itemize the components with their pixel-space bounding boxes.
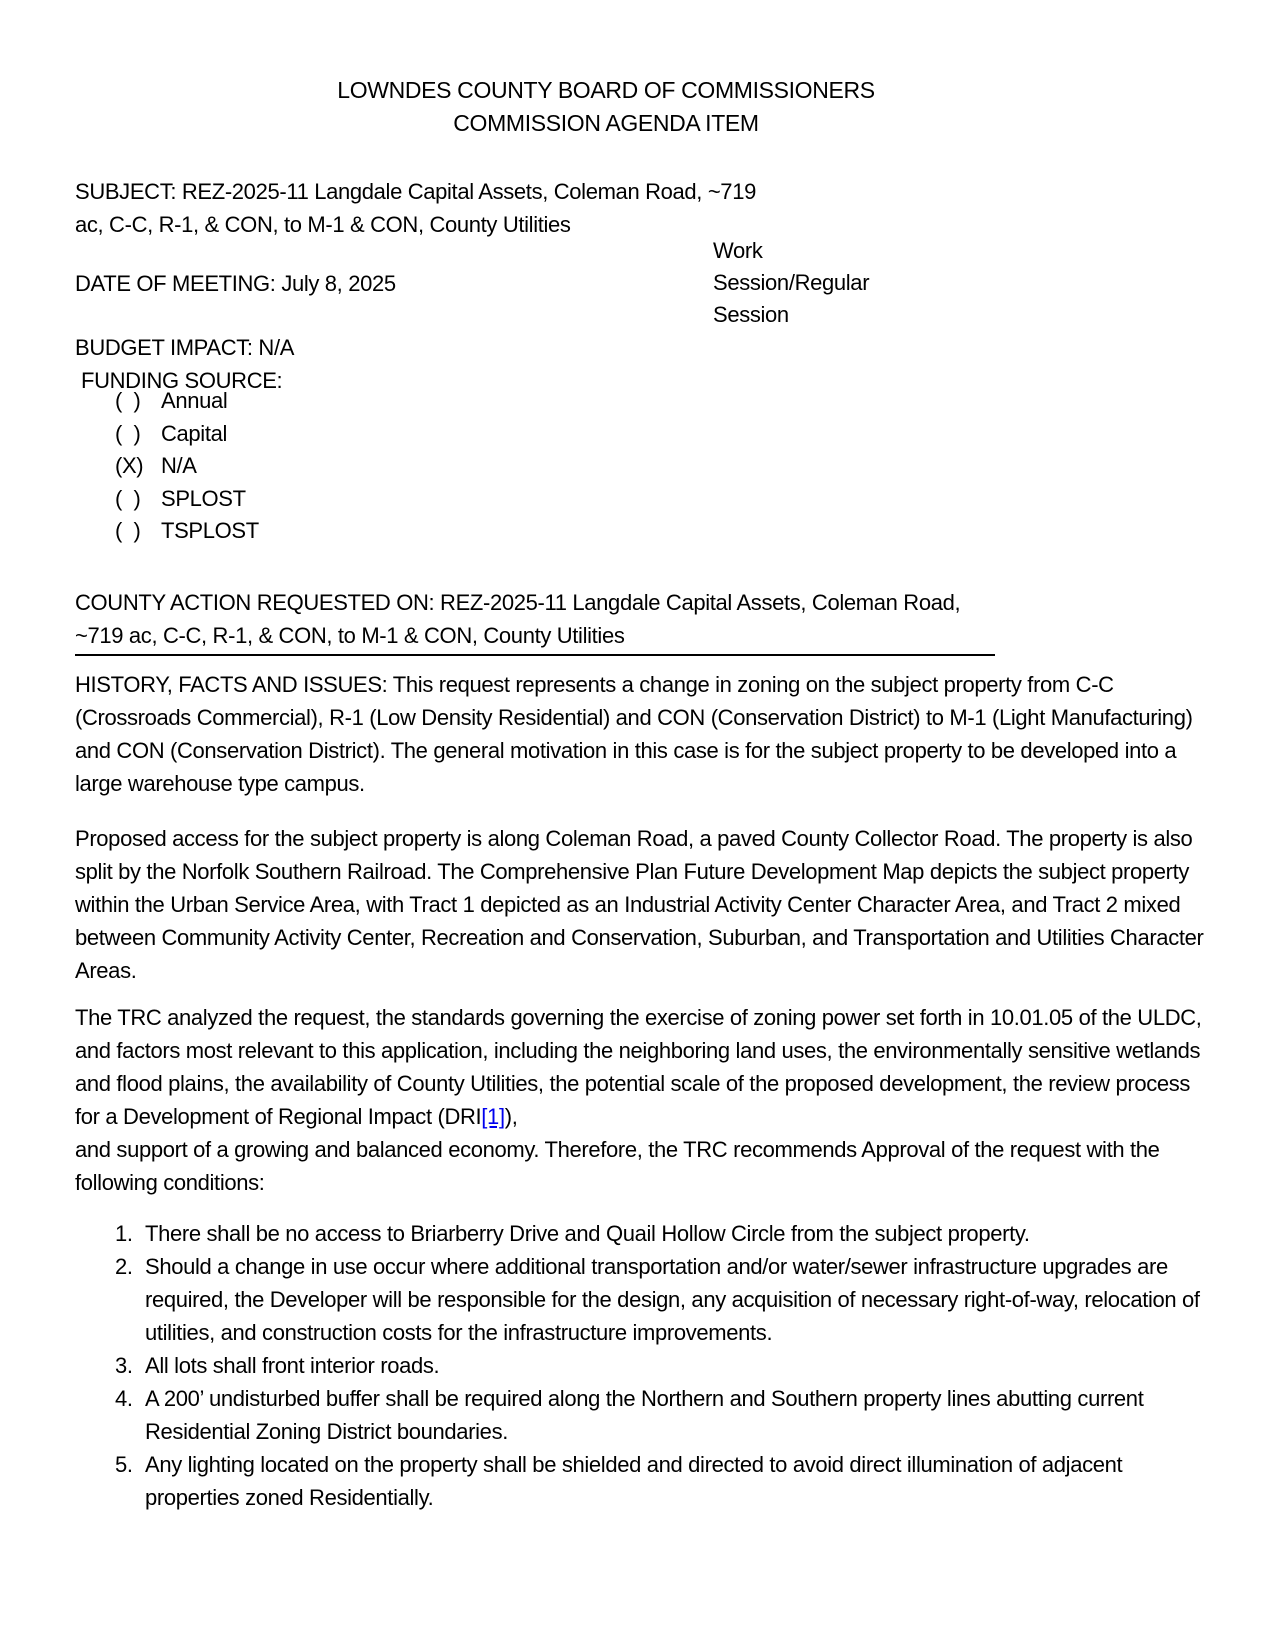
funding-option-row — [115, 450, 1205, 483]
checkbox-mark: ( ) — [115, 485, 141, 511]
history-paragraph: HISTORY, FACTS AND ISSUES: This request represents a change in zoning on the subject property from C-C (Crossroads Commercial), R-1 (Low Density Residential) and CON (Conservation District) to M-1 (Light Manufacturing) and CON (Conservation District). The general motivation in this case is for the subject property to be developed into a large warehouse type campus. — [75, 671, 1193, 796]
funding-option-label: Capital — [161, 420, 228, 446]
condition-text: All lots shall front interior roads. — [145, 1352, 440, 1378]
conditions-list — [75, 1217, 1205, 1514]
trc-text-after-link: ), — [504, 1103, 518, 1129]
subject-text: SUBJECT: REZ-2025-11 Langdale Capital Assets, Coleman Road, ~719 ac, C-C, R-1, & CON, to M-1 & CON, County Utilities — [75, 179, 756, 237]
funding-option-label: Annual — [161, 388, 228, 413]
condition-text: There shall be no access to Briarberry Drive and Quail Hollow Circle from the subject property. — [145, 1220, 1030, 1246]
section-divider — [75, 654, 995, 656]
funding-option-row — [115, 515, 1205, 548]
funding-option-label: N/A — [161, 453, 197, 478]
document-title — [75, 74, 1137, 140]
condition-text: Should a change in use occur where additional transportation and/or water/sewer infrastructure upgrades are required, the Developer will be responsible for the design, any acquisition of necessary right-of-way, relocation of utilities, and construction costs for the infrastructure improvements. — [145, 1253, 1200, 1345]
condition-number: 3. — [115, 1352, 133, 1378]
county-action-text: COUNTY ACTION REQUESTED ON: REZ-2025-11 Langdale Capital Assets, Coleman Road, ~719 ac, C-C, R-1, & CON, to M-1 & CON, County Utilities — [75, 589, 961, 648]
condition-item — [115, 1349, 1205, 1382]
condition-text: A 200’ undisturbed buffer shall be required along the Northern and Southern property lines abutting current Residential Zoning District boundaries. — [145, 1385, 1144, 1444]
funding-source-label: FUNDING SOURCE: — [81, 368, 283, 393]
condition-item — [115, 1382, 1205, 1448]
meeting-info-row — [75, 235, 1205, 331]
trc-text-before-link: The TRC analyzed the request, the standards governing the exercise of zoning power set forth in 10.01.05 of the ULDC, and factors most relevant to this application, including the neighboring land uses, the environmentally sensitive wetlands and flood plains, the availability of County Utilities, the potential scale of the proposed development, the review process for a Development of Regional Impact (DRI — [75, 1004, 1202, 1129]
meeting-left-cell — [75, 235, 713, 331]
page-title-line2: COMMISSION AGENDA ITEM — [453, 110, 759, 136]
condition-text: Any lighting located on the property shall be shielded and directed to avoid direct illumination of adjacent properties zoned Residentially. — [145, 1451, 1123, 1510]
trc-paragraph — [75, 1001, 1205, 1199]
condition-number: 4. — [115, 1385, 133, 1411]
access-paragraph: Proposed access for the subject property is along Coleman Road, a paved County Collector Road. The property is also split by the Norfolk Southern Railroad. The Comprehensive Plan Future Development Map depicts the subject property within the Urban Service Area, with Tract 1 depicted as an Industrial Activity Center Character Area, and Tract 2 mixed between Community Activity Center, Recreation and Conservation, Suburban, and Transportation and Utilities Character Areas. — [75, 825, 1204, 983]
funding-option-label: TSPLOST — [161, 518, 259, 543]
checkbox-mark: ( ) — [115, 420, 141, 446]
funding-option-label: SPLOST — [161, 485, 246, 511]
budget-impact: BUDGET IMPACT: N/A — [75, 335, 295, 360]
funding-option-row — [115, 483, 1205, 516]
page-title-line1: LOWNDES COUNTY BOARD OF COMMISSIONERS — [337, 77, 875, 103]
checkbox-mark-checked: (X) — [115, 453, 144, 478]
funding-option-row — [115, 418, 1205, 451]
checkbox-mark: ( ) — [115, 518, 141, 543]
meeting-date: DATE OF MEETING: July 8, 2025 — [75, 271, 396, 296]
funding-options-checklist — [75, 385, 1205, 548]
condition-number: 2. — [115, 1253, 133, 1279]
checkbox-mark: ( ) — [115, 388, 141, 413]
footnote-link[interactable]: [1] — [481, 1103, 505, 1129]
trc-text-line2: and support of a growing and balanced economy. Therefore, the TRC recommends Approval of the request with the following conditions: — [75, 1136, 1160, 1195]
session-type: Work Session/Regular Session — [713, 238, 870, 327]
condition-number: 1. — [115, 1220, 133, 1246]
condition-item — [115, 1250, 1205, 1349]
condition-number: 5. — [115, 1451, 133, 1477]
condition-item — [115, 1448, 1205, 1514]
condition-item — [115, 1217, 1205, 1250]
